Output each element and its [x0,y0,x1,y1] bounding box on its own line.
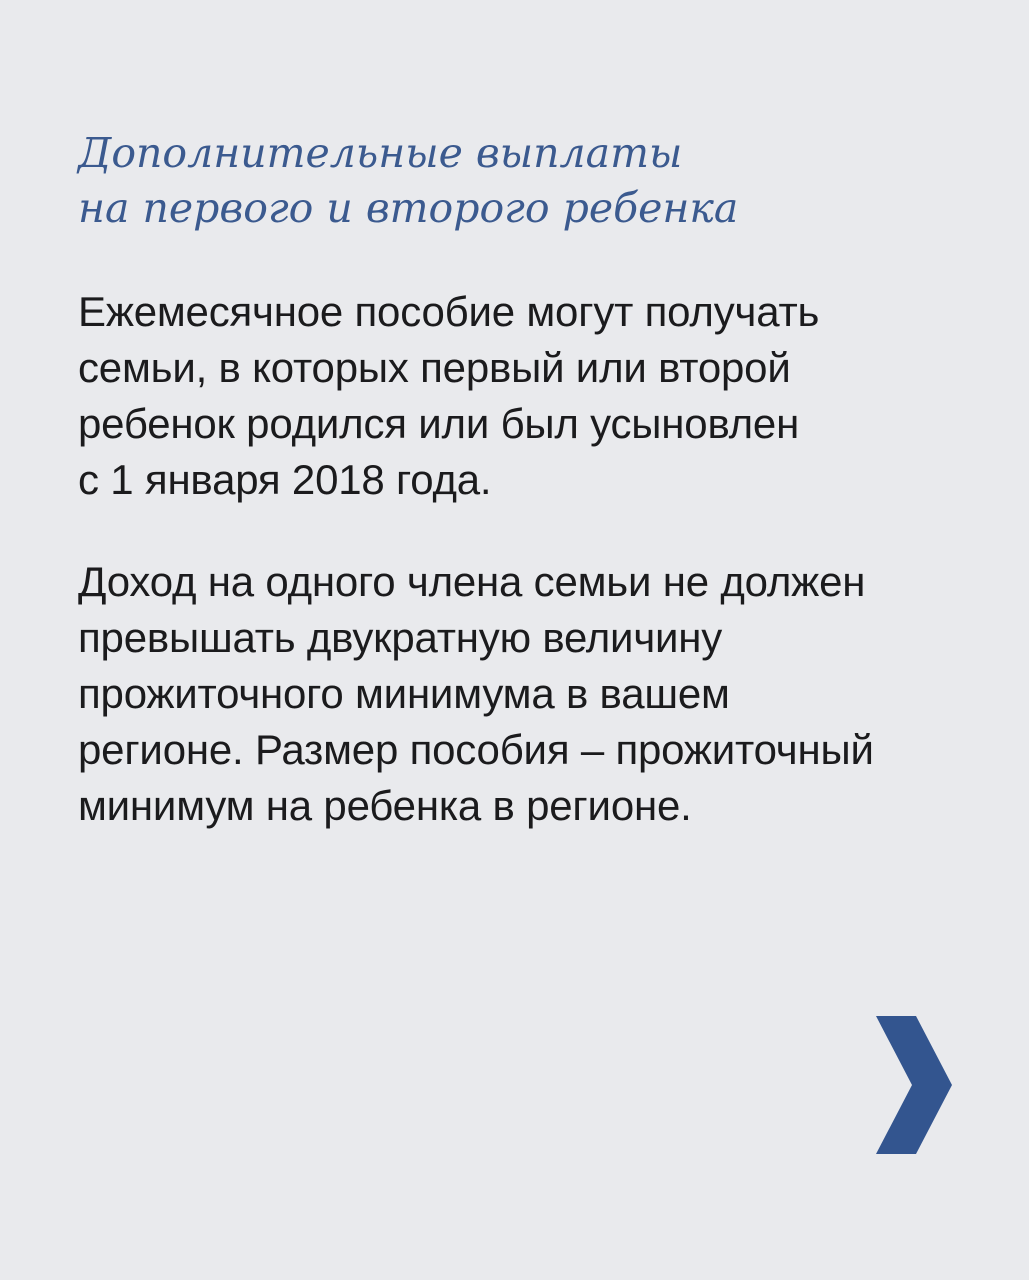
title-line-1: Дополнительные выплаты [78,129,683,177]
income-paragraph [78,554,978,834]
paragraph-line: превышать двукратную величину [78,614,723,661]
paragraph-line: прожиточного минимума в вашем [78,670,730,717]
chevron-right-icon [870,1012,960,1158]
eligibility-paragraph [78,284,978,508]
paragraph-line: минимум на ребенка в регионе. [78,782,692,829]
paragraph-line: семьи, в которых первый или второй [78,344,791,391]
paragraph-line: Доход на одного члена семьи не должен [78,558,866,605]
paragraph-line: Ежемесячное пособие могут получать [78,288,820,335]
paragraph-line: с 1 января 2018 года. [78,456,492,503]
paragraph-line: регионе. Размер пособия – прожиточный [78,726,874,773]
next-slide-button[interactable] [870,1012,960,1158]
slide-title [78,126,978,236]
paragraph-line: ребенок родился или был усыновлен [78,400,800,447]
title-line-2: на первого и второго ребенка [78,184,739,232]
